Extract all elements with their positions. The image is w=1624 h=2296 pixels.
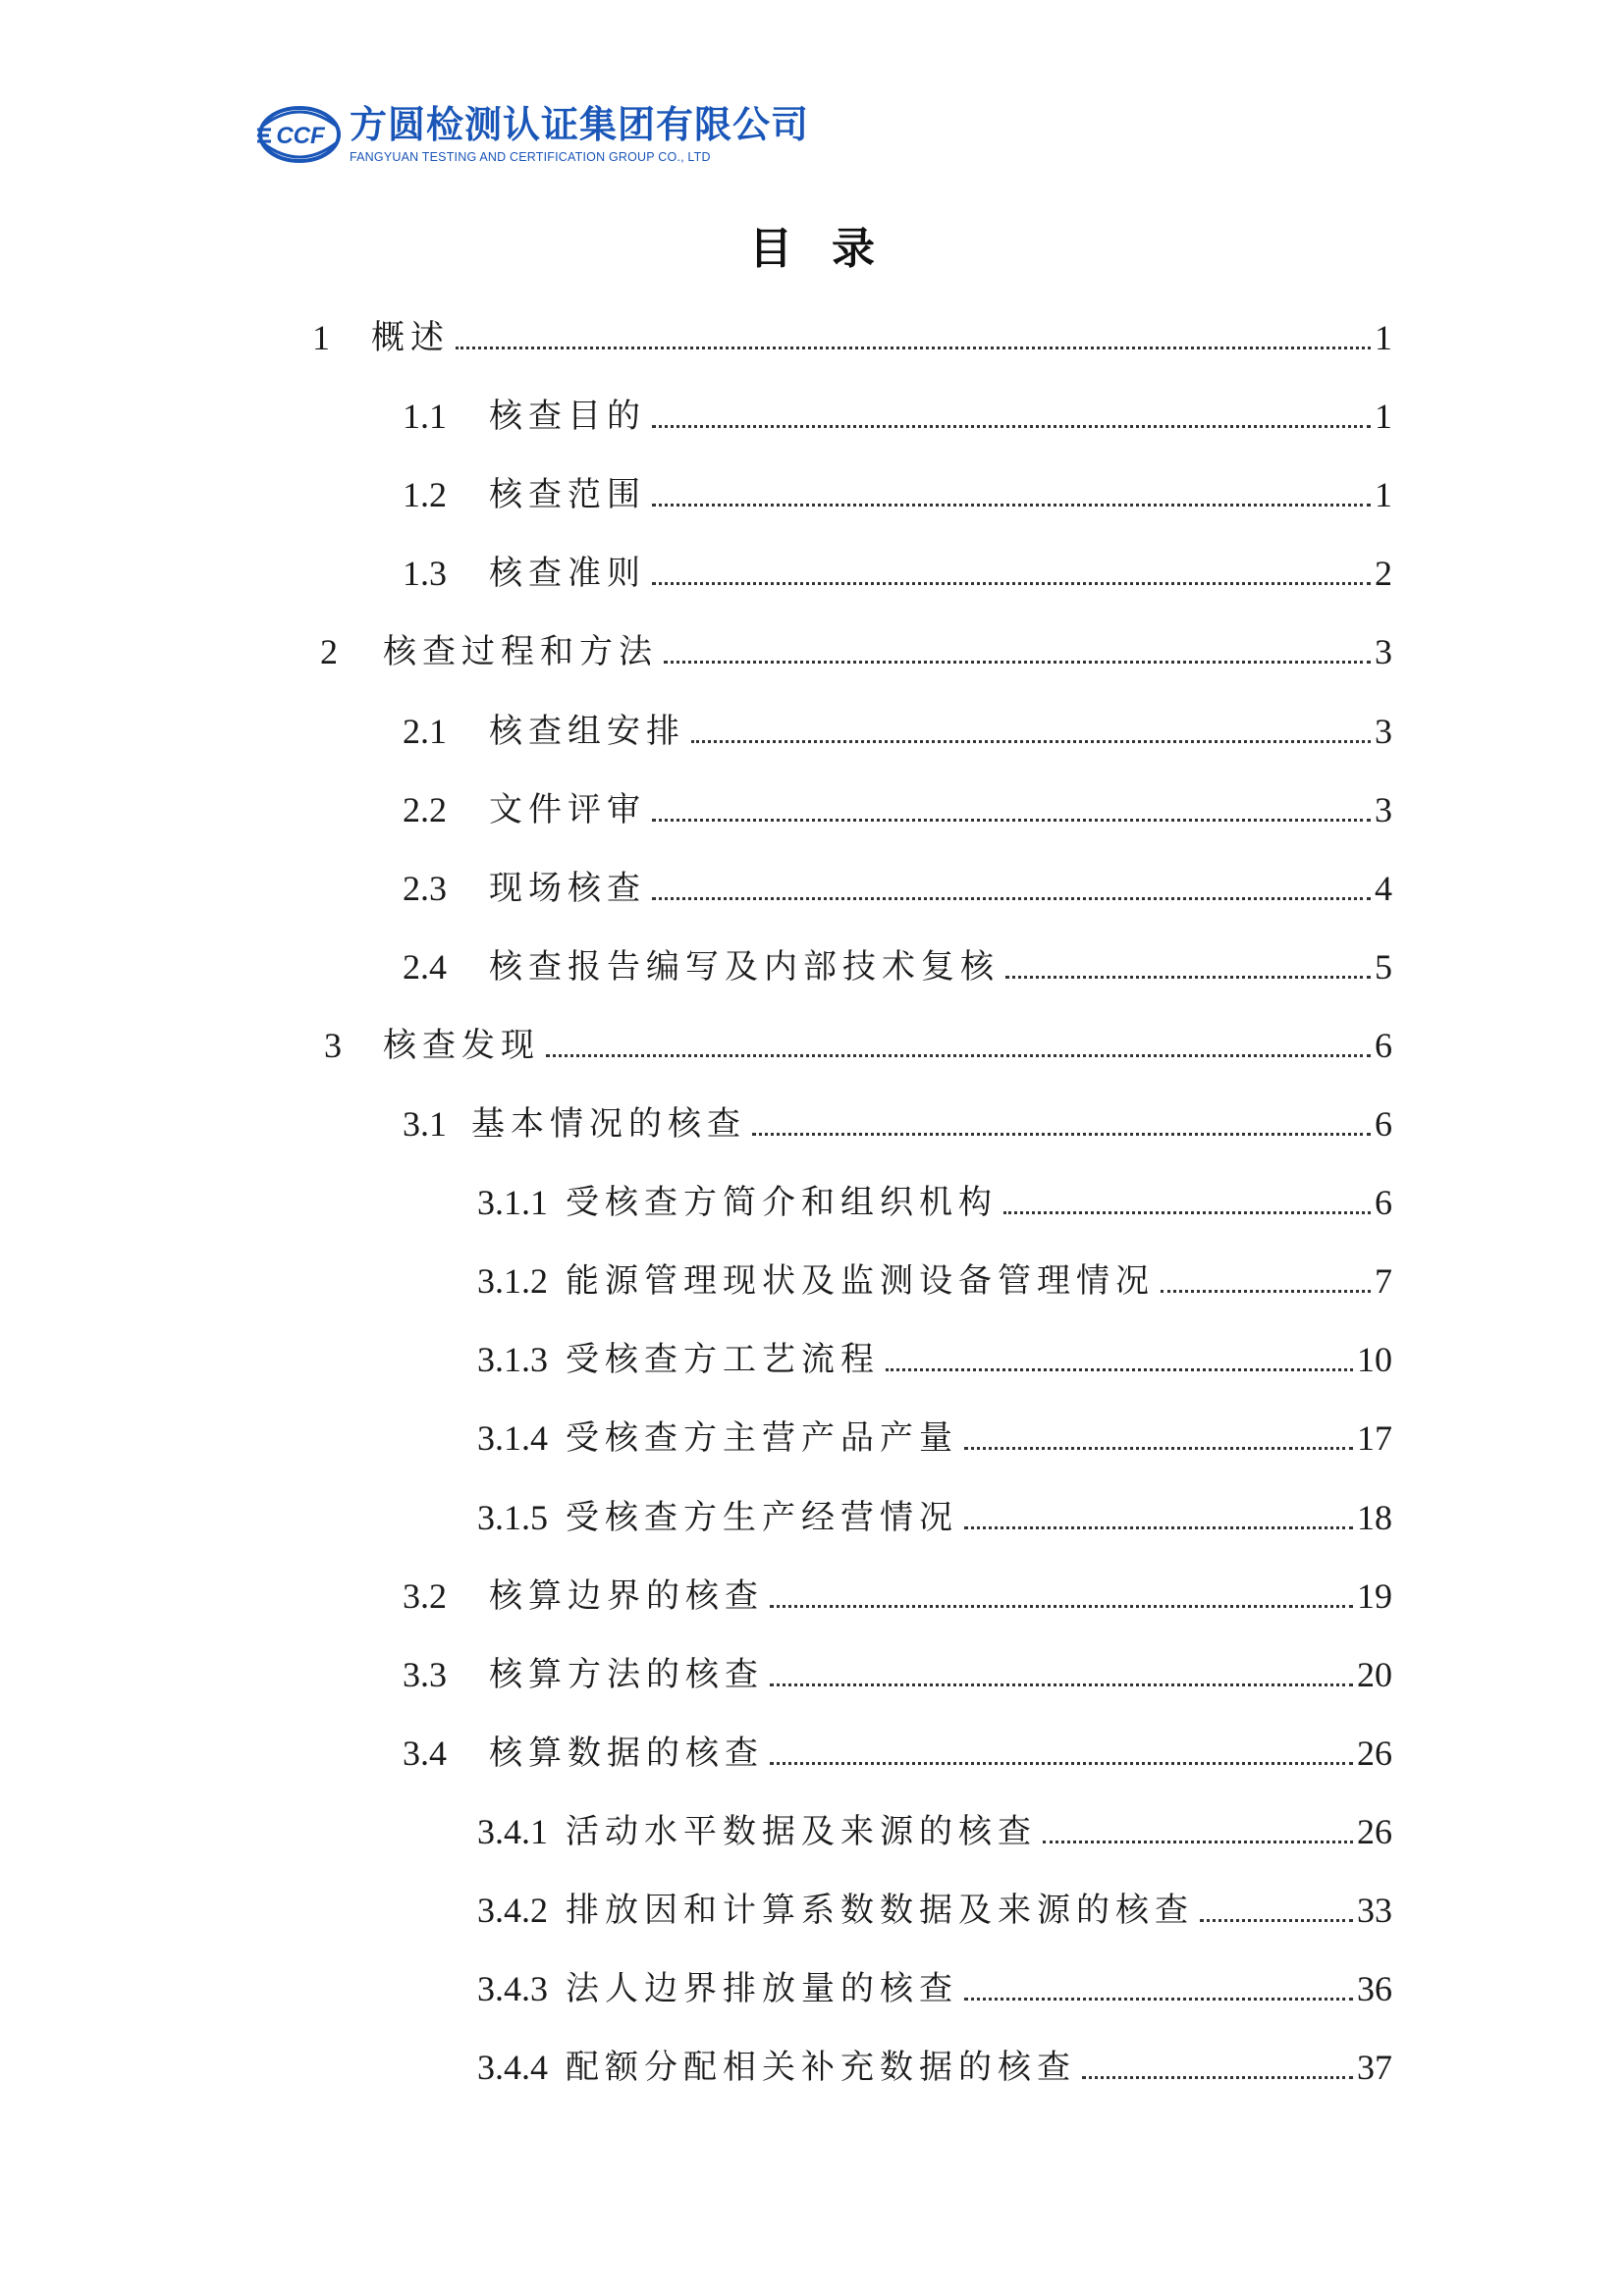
toc-entry-number: 2.4	[403, 947, 447, 987]
toc-entry-number: 1.1	[403, 397, 447, 436]
company-name-en: FANGYUAN TESTING AND CERTIFICATION GROUP CO., LTD	[350, 150, 711, 164]
toc-entry-title: 受核查方生产经营情况	[566, 1498, 958, 1537]
toc-entry-page: 6	[1375, 1104, 1392, 1144]
toc-entry-title: 核查过程和方法	[383, 632, 658, 671]
toc-entry-title: 排放因和计算系数数据及来源的核查	[566, 1891, 1194, 1930]
toc-entry-number: 3.4.2	[477, 1891, 548, 1930]
toc-entry[interactable]	[477, 1496, 1392, 1539]
toc-dot-leader	[652, 897, 1371, 900]
toc-dot-leader	[546, 1054, 1371, 1057]
toc-entry-number: 3	[324, 1026, 342, 1065]
toc-entry-number: 1.2	[403, 475, 447, 514]
toc-entry[interactable]	[403, 1653, 1392, 1696]
toc-entry-page: 2	[1375, 554, 1392, 593]
toc-dot-leader	[964, 1447, 1353, 1450]
toc-entry-title: 受核查方简介和组织机构	[566, 1183, 998, 1222]
toc-entry-title: 核算边界的核查	[489, 1576, 764, 1616]
toc-entry-page: 37	[1357, 2048, 1392, 2087]
toc-entry-number: 3.1.1	[477, 1183, 548, 1222]
toc-entry-title: 核查目的	[489, 397, 646, 436]
toc-entry[interactable]	[477, 1967, 1392, 2010]
toc-entry[interactable]	[477, 1810, 1392, 1853]
toc-entry-title: 受核查方工艺流程	[566, 1340, 880, 1379]
toc-entry-title: 受核查方主营产品产量	[566, 1418, 958, 1458]
toc-entry-title: 现场核查	[489, 869, 646, 908]
toc-entry-number: 3.1.3	[477, 1340, 548, 1379]
toc-entry-number: 3.1.5	[477, 1498, 548, 1537]
toc-entry-page: 3	[1375, 632, 1392, 671]
toc-dot-leader	[652, 819, 1371, 822]
toc-entry[interactable]	[477, 1416, 1392, 1460]
toc-entry-page: 18	[1357, 1498, 1392, 1537]
toc-dot-leader	[1043, 1841, 1353, 1843]
toc-entry-number: 3.1.4	[477, 1418, 548, 1458]
toc-dot-leader	[1161, 1290, 1371, 1293]
toc-entry[interactable]	[403, 473, 1392, 516]
company-name-cn: 方圆检测认证集团有限公司	[350, 103, 810, 146]
toc-entry[interactable]	[403, 788, 1392, 831]
toc-entry-title: 活动水平数据及来源的核查	[566, 1812, 1037, 1851]
toc-entry[interactable]	[403, 1575, 1392, 1618]
toc-entry-title: 核算方法的核查	[489, 1655, 764, 1694]
toc-dot-leader	[964, 1998, 1353, 2001]
toc-dot-leader	[1005, 976, 1371, 979]
toc-entry[interactable]	[403, 395, 1392, 438]
toc-entry-number: 3.1	[403, 1104, 447, 1144]
toc-dot-leader	[964, 1526, 1353, 1529]
toc-entry-page: 6	[1375, 1026, 1392, 1065]
toc-entry[interactable]	[403, 867, 1392, 910]
company-logo	[257, 102, 810, 173]
toc-dot-leader	[1082, 2076, 1353, 2079]
ccf-logo-icon	[257, 104, 342, 165]
toc-dot-leader	[456, 347, 1371, 349]
toc-entry[interactable]	[477, 1259, 1392, 1303]
toc-dot-leader	[752, 1133, 1371, 1136]
toc-entry[interactable]	[320, 630, 1392, 673]
toc-entry-number: 2	[320, 632, 338, 671]
toc-entry-number: 2.1	[403, 712, 447, 751]
toc-entry-number: 2.3	[403, 869, 447, 908]
toc-dot-leader	[1003, 1211, 1371, 1214]
toc-dot-leader	[770, 1762, 1353, 1765]
toc-dot-leader	[652, 504, 1371, 507]
toc-entry[interactable]	[477, 2046, 1392, 2089]
toc-entry-page: 7	[1375, 1261, 1392, 1301]
toc-entry-page: 33	[1357, 1891, 1392, 1930]
toc-entry[interactable]	[477, 1889, 1392, 1932]
toc-entry-title: 文件评审	[489, 790, 646, 829]
toc-entry-page: 20	[1357, 1655, 1392, 1694]
toc-entry-title: 核查准则	[489, 554, 646, 593]
toc-entry-title: 核算数据的核查	[489, 1734, 764, 1773]
toc-entry-page: 17	[1357, 1418, 1392, 1458]
toc-entry-number: 1.3	[403, 554, 447, 593]
toc-entry[interactable]	[403, 945, 1392, 988]
toc-entry-page: 3	[1375, 790, 1392, 829]
toc-entry-number: 3.4	[403, 1734, 447, 1773]
toc-entry-title: 配额分配相关补充数据的核查	[566, 2048, 1076, 2087]
toc-entry-title: 核查报告编写及内部技术复核	[489, 947, 1000, 987]
page-title: 目录	[749, 224, 914, 274]
toc-entry-title: 核查范围	[489, 475, 646, 514]
toc-entry-title: 核查发现	[383, 1026, 540, 1065]
toc-entry-number: 3.4.3	[477, 1969, 548, 2008]
toc-dot-leader	[652, 582, 1371, 585]
toc-entry-page: 6	[1375, 1183, 1392, 1222]
toc-entry[interactable]	[312, 316, 1392, 359]
toc-entry[interactable]	[403, 710, 1392, 753]
toc-entry[interactable]	[403, 1102, 1392, 1146]
toc-dot-leader	[691, 740, 1371, 743]
toc-entry-page: 26	[1357, 1734, 1392, 1773]
toc-entry-page: 3	[1375, 712, 1392, 751]
toc-entry-number: 2.2	[403, 790, 447, 829]
toc-entry[interactable]	[403, 1732, 1392, 1775]
toc-dot-leader	[652, 425, 1371, 428]
toc-entry[interactable]	[477, 1338, 1392, 1381]
toc-dot-leader	[664, 661, 1371, 664]
toc-entry-number: 1	[312, 318, 330, 357]
toc-entry-page: 1	[1375, 475, 1392, 514]
toc-entry-page: 1	[1375, 397, 1392, 436]
toc-entry-number: 3.3	[403, 1655, 447, 1694]
toc-entry-page: 5	[1375, 947, 1392, 987]
toc-entry-page: 26	[1357, 1812, 1392, 1851]
toc-entry[interactable]	[324, 1024, 1392, 1067]
toc-entry-number: 3.2	[403, 1576, 447, 1616]
toc-entry-page: 4	[1375, 869, 1392, 908]
toc-entry[interactable]	[477, 1181, 1392, 1224]
toc-entry-page: 10	[1357, 1340, 1392, 1379]
toc-dot-leader	[770, 1605, 1353, 1608]
toc-entry[interactable]	[403, 552, 1392, 595]
toc-entry-title: 概述	[371, 318, 450, 357]
toc-entry-number: 3.4.1	[477, 1812, 548, 1851]
toc-entry-page: 1	[1375, 318, 1392, 357]
toc-entry-page: 19	[1357, 1576, 1392, 1616]
toc-dot-leader	[1200, 1919, 1353, 1922]
toc-dot-leader	[770, 1683, 1353, 1686]
toc-entry-number: 3.4.4	[477, 2048, 548, 2087]
toc-entry-title: 基本情况的核查	[471, 1104, 746, 1144]
toc-entry-title: 核查组安排	[489, 712, 685, 751]
toc-dot-leader	[886, 1368, 1353, 1371]
toc-entry-page: 36	[1357, 1969, 1392, 2008]
toc-entry-title: 法人边界排放量的核查	[566, 1969, 958, 2008]
toc-entry-number: 3.1.2	[477, 1261, 548, 1301]
logo-mark-text: CCF	[276, 123, 325, 149]
toc-entry-title: 能源管理现状及监测设备管理情况	[566, 1261, 1155, 1301]
